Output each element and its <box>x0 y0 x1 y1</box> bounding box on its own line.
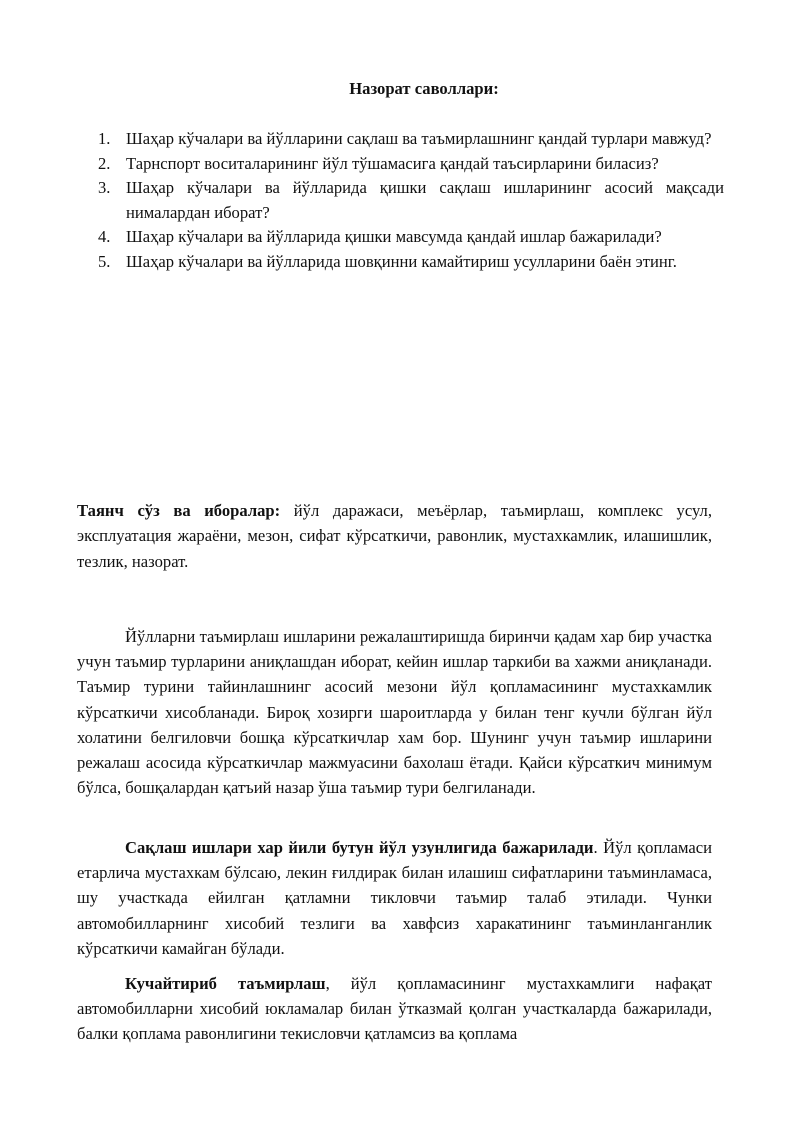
paragraph-3-lead: Кучайтириб таъмирлаш <box>125 974 326 993</box>
list-item-number: 2. <box>98 153 111 173</box>
list-item-number: 1. <box>98 129 111 148</box>
body-paragraph-3 <box>77 971 712 1047</box>
list-item <box>98 250 724 275</box>
list-item-text: Шаҳар кўчалари ва йўлларида қишки сақлаш ишларининг асосий мақсади нималардан иборат? <box>126 178 724 222</box>
body-paragraph-1: Йўлларни таъмирлаш ишларини режалаштиришда биринчи қадам хар бир участка учун таъмир турларини аниқлашдан иборат, кейин ишлар таркиби ва хажми аниқланади. Таъмир турини тайинлашнинг асосий мезони йўл қопламасининг мустахкамлик кўрсаткичи хисобланади. Бироқ хозирги шароитларда у билан тенг кучли бўлган йўл холатини белгиловчи бошқа кўрсаткичлар хам бор. Шунинг учун таъмир ишларини режалаш асосида кўрсаткичлар мажмуасини бахолаш ётади. Қайси кўрсаткич минимум бўлса, бошқалардан қатъий назар ўша таъмир тури белгиланади. <box>77 627 712 798</box>
list-item-number: 5. <box>98 251 111 271</box>
list-item-number: 3. <box>98 178 111 198</box>
list-item <box>98 127 724 152</box>
list-item-text: Шаҳар кўчалари ва йўлларида шовқинни камайтириш усулларини баён этинг. <box>126 251 677 271</box>
paragraph-2-text: . Йўл қопламаси етарлича мустахкам бўлсаю, лекин ғилдирак билан илашиш сифатларини таъминламаса, шу участкада ейилган қатламни тикловчи таъмир талаб этилади. Чунки автомобилларнинг хисобий тезлиги ва хавфсиз харакатининг таъминланганлик кўрсаткичи камайган бўлади. <box>77 838 712 958</box>
list-item-text: Тарнспорт воситаларининг йўл тўшамасига қандай таъсирларини биласиз? <box>126 153 659 173</box>
list-item <box>98 176 724 225</box>
list-item-number: 4. <box>98 227 111 247</box>
questions-list <box>98 127 724 275</box>
keywords-paragraph <box>77 498 712 574</box>
page-title: Назорат саволлари: <box>349 79 499 98</box>
paragraph-3-text: , йўл қопламасининг мустахкамлиги нафақат автомобилларни хисобий юкламалар билан ўтказмай қолган участкаларда бажарилади, балки қоплама равонлигини текисловчи қатламсиз ва қоплама <box>77 974 712 1044</box>
list-item <box>98 225 724 250</box>
paragraph-2-lead: Сақлаш ишлари хар йили бутун йўл узунлигида бажарилади <box>125 838 594 857</box>
keywords-label: Таянч сўз ва иборалар: <box>77 501 281 520</box>
body-paragraph-2 <box>77 835 712 961</box>
list-item-text: Шаҳар кўчалари ва йўлларида қишки мавсумда қандай ишлар бажарилади? <box>126 227 662 247</box>
keywords-text: йўл даражаси, меъёрлар, таъмирлаш, комплекс усул, эксплуатация жараёни, мезон, сифат кўрсаткичи, равонлик, мустахкамлик, илашишлик, тезлик, назорат. <box>77 501 712 571</box>
list-item-text: Шаҳар кўчалари ва йўлларини сақлаш ва таъмирлашнинг қандай турлари мавжуд? <box>126 129 712 148</box>
list-item <box>98 152 724 177</box>
